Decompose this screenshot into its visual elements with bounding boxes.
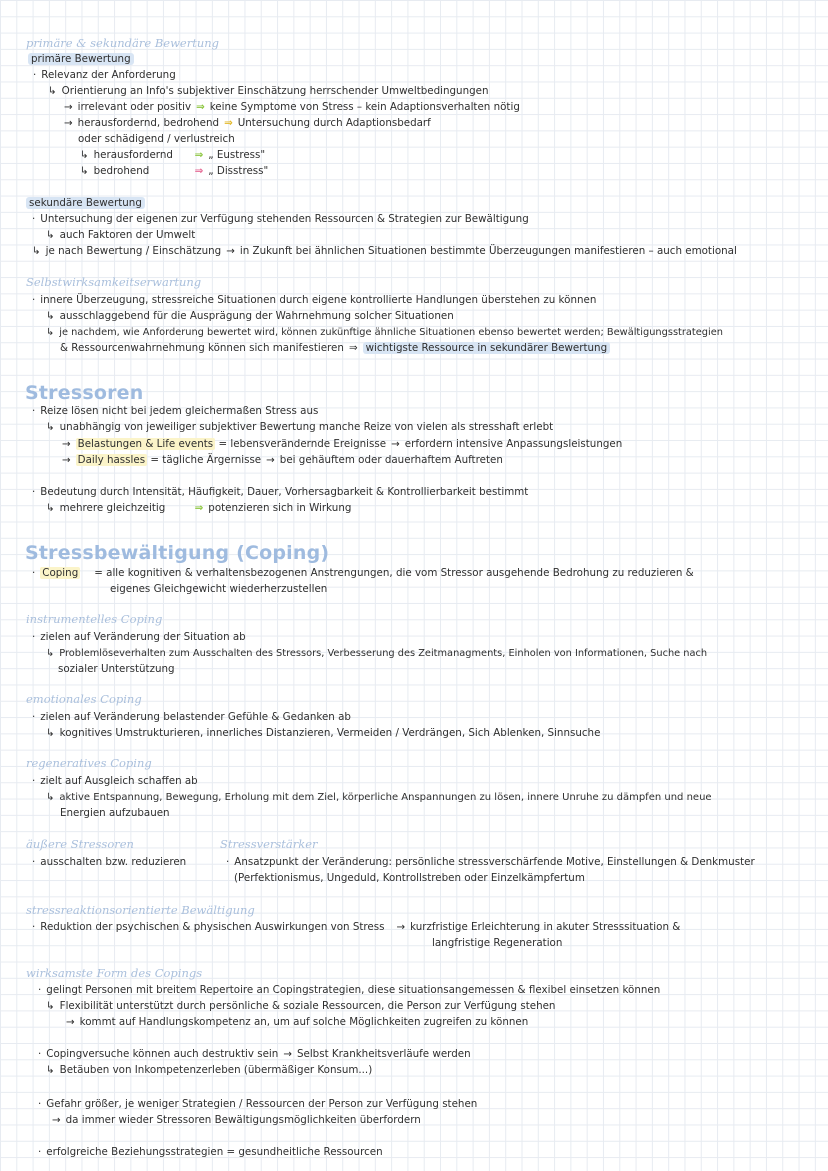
- line: · Untersuchung der eigenen zur Verfügung stehenden Ressourcen & Strategien zur Bewältigung: [32, 213, 529, 225]
- line: ↳ je nach Bewertung / Einschätzung → in Zukunft bei ähnlichen Situationen bestimmte Überzeugungen manifestieren – auch emotional: [32, 245, 737, 257]
- line: ↳ Flexibilität unterstützt durch persönliche & soziale Ressourcen, die Person zur Verfügung stehen: [46, 1000, 556, 1012]
- line: → Belastungen & Life events = lebensverändernde Ereignisse → erfordern intensive Anpassungsleistungen: [62, 438, 623, 450]
- stressors-heading: Stressoren: [25, 382, 144, 404]
- instrumental-heading: instrumentelles Coping: [26, 612, 163, 626]
- line: → herausfordernd, bedrohend ⇒ Untersuchung durch Adaptionsbedarf: [64, 117, 431, 129]
- line: ↳ Betäuben von Inkompetenzerleben (übermäßiger Konsum...): [46, 1064, 373, 1076]
- line: langfristige Regeneration: [432, 937, 563, 949]
- line: · Copingversuche können auch destruktiv sein → Selbst Krankheitsverläufe werden: [38, 1048, 471, 1060]
- line: · zielen auf Veränderung belastender Gefühle & Gedanken ab: [32, 711, 351, 723]
- line: → Daily hassles = tägliche Ärgernisse → bei gehäuftem oder dauerhaftem Auftreten: [62, 454, 503, 466]
- line: · Relevanz der Anforderung: [33, 69, 176, 81]
- line: · erfolgreiche Beziehungsstrategien = gesundheitliche Ressourcen: [38, 1146, 383, 1158]
- reaction-heading: stressreaktionsorientierte Bewältigung: [26, 903, 255, 917]
- line: ↳ bedrohend ⇒ „ Disstress": [80, 165, 269, 177]
- line: · zielt auf Ausgleich schaffen ab: [32, 775, 198, 787]
- line: ↳ Orientierung an Info's subjektiver Einschätzung herrschender Umweltbedingungen: [48, 85, 489, 97]
- line: · Ansatzpunkt der Veränderung: persönliche stressverschärfende Motive, Einstellungen & Denkmuster: [226, 856, 755, 868]
- line: ↳ auch Faktoren der Umwelt: [46, 229, 196, 241]
- line: → irrelevant oder positiv ⇒ keine Symptome von Stress – kein Adaptionsverhalten nötig: [64, 101, 520, 113]
- line: · Reize lösen nicht bei jedem gleichermaßen Stress aus: [32, 405, 319, 417]
- line: · zielen auf Veränderung der Situation ab: [32, 631, 246, 643]
- outer-heading: äußere Stressoren: [26, 837, 134, 851]
- line: Energien aufzubauen: [60, 807, 170, 819]
- line: · ausschalten bzw. reduzieren: [32, 856, 187, 868]
- regenerative-heading: regeneratives Coping: [26, 756, 152, 770]
- emotional-heading: emotionales Coping: [26, 692, 142, 706]
- line: ↳ unabhängig von jeweiliger subjektiver Bewertung manche Reize von vielen als stresshaft erlebt: [46, 421, 554, 433]
- effective-heading: wirksamste Form des Copings: [26, 966, 203, 980]
- line: · gelingt Personen mit breitem Repertoire an Copingstrategien, diese situationsangemessen & flexibel einsetzen können: [38, 984, 661, 996]
- line: ↳ herausfordernd ⇒ „ Eustress": [80, 149, 266, 161]
- line: · Reduktion der psychischen & physischen Auswirkungen von Stress → kurzfristige Erleichterung in akuter Stresssituation &: [32, 921, 681, 933]
- secondary-heading: sekundäre Bewertung: [26, 197, 145, 210]
- amplifier-heading: Stressverstärker: [220, 837, 318, 851]
- line: (Perfektionismus, Ungeduld, Kontrollstreben oder Einzelkämpfertum: [234, 872, 585, 884]
- selfeff-heading: Selbstwirksamkeitserwartung: [26, 275, 202, 289]
- line: sozialer Unterstützung: [58, 663, 175, 675]
- line: → kommt auf Handlungskompetenz an, um auf solche Möglichkeiten zugreifen zu können: [66, 1016, 529, 1028]
- line: ↳ kognitives Umstrukturieren, innerliches Distanzieren, Vermeiden / Verdrängen, Sich Ablenken, Sinnsuche: [46, 727, 601, 739]
- line: ↳ Problemlöseverhalten zum Ausschalten des Stressors, Verbesserung des Zeitmanagments, Einholen von Informationen, Suche nach: [46, 648, 708, 659]
- line: ↳ je nachdem, wie Anforderung bewertet wird, können zukünftige ähnliche Situationen ebenso bewertet werden; Bewältigungsstrategien: [46, 327, 723, 338]
- line: ↳ aktive Entspannung, Bewegung, Erholung mit dem Ziel, körperliche Anspannungen zu lösen, innere Unruhe zu dämpfen und neue: [46, 792, 712, 803]
- line: · Coping = alle kognitiven & verhaltensbezogenen Anstrengungen, die vom Stressor ausgehende Bedrohung zu reduzieren &: [32, 567, 694, 579]
- page-title: primäre & sekundäre Bewertung: [26, 36, 220, 50]
- line: oder schädigend / verlustreich: [78, 133, 235, 145]
- line: → da immer wieder Stressoren Bewältigungsmöglichkeiten überfordern: [52, 1114, 421, 1126]
- line: · Bedeutung durch Intensität, Häufigkeit, Dauer, Vorhersagbarkeit & Kontrollierbarkeit bestimmt: [32, 486, 529, 498]
- line: ↳ ausschlaggebend für die Ausprägung der Wahrnehmung solcher Situationen: [46, 310, 454, 322]
- primary-heading: primäre Bewertung: [28, 53, 134, 66]
- line: · innere Überzeugung, stressreiche Situationen durch eigene kontrollierte Handlungen überstehen zu können: [32, 294, 597, 306]
- coping-heading: Stressbewältigung (Coping): [25, 542, 330, 564]
- line: eigenes Gleichgewicht wiederherzustellen: [110, 583, 328, 595]
- line: & Ressourcenwahrnehmung können sich manifestieren ⇒ wichtigste Ressource in sekundärer Bewertung: [60, 342, 610, 355]
- line: ↳ mehrere gleichzeitig ⇒ potenzieren sich in Wirkung: [46, 502, 352, 514]
- line: · Gefahr größer, je weniger Strategien / Ressourcen der Person zur Verfügung stehen: [38, 1098, 478, 1110]
